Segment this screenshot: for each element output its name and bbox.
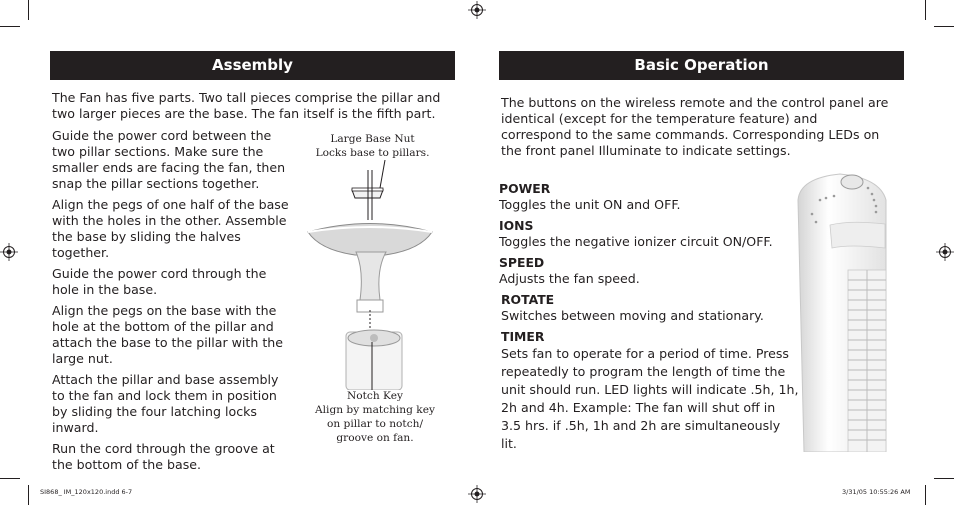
assembly-steps	[52, 128, 292, 478]
crop-mark	[0, 478, 20, 479]
crop-mark	[934, 26, 954, 27]
function-desc: Adjusts the fan speed.	[499, 271, 640, 286]
assembly-illustration	[300, 160, 450, 390]
crop-mark	[28, 0, 29, 20]
function-item	[499, 292, 799, 324]
crop-mark	[925, 0, 926, 20]
file-name: SI868_ IM_120x120.indd 6-7	[40, 488, 133, 496]
tower-fan-image	[790, 170, 890, 452]
function-item	[499, 181, 799, 213]
function-name: SPEED	[499, 255, 545, 270]
operation-intro: The buttons on the wireless remote and the control panel are identical (except for the temperature feature) and correspond to the same commands. Corresponding LEDs on the front panel Illuminate to indicate settings.	[501, 95, 889, 158]
registration-mark-icon	[468, 1, 486, 19]
function-list	[499, 181, 799, 453]
function-desc: Toggles the unit ON and OFF.	[499, 197, 681, 212]
crop-mark	[28, 485, 29, 505]
registration-mark-icon	[0, 243, 18, 261]
assembly-step: Attach the pillar and base assembly to the fan and lock them in position by sliding the four latching locks inward.	[52, 372, 279, 435]
function-name: POWER	[499, 181, 551, 196]
assembly-step: Guide the power cord through the hole in the base.	[52, 266, 267, 297]
caption-line: on pillar to notch/	[326, 418, 424, 430]
caption-line: Locks base to pillars.	[315, 147, 430, 159]
crop-mark	[0, 26, 20, 27]
caption-line: groove on fan.	[336, 432, 414, 444]
registration-mark-icon	[936, 243, 954, 261]
assembly-heading: Assembly	[50, 51, 455, 80]
caption-line: Align by matching key	[315, 404, 435, 416]
function-item	[499, 218, 799, 250]
assembly-step: Align the pegs of one half of the base with the holes in the other. Assemble the base by sliding the halves together.	[52, 197, 289, 260]
caption-line: Notch Key	[347, 390, 403, 402]
base-nut-caption	[305, 132, 440, 160]
assembly-step: Run the cord through the groove at the bottom of the base.	[52, 441, 275, 472]
function-item	[499, 329, 799, 453]
function-desc: Sets fan to operate for a period of time. Press repeatedly to program the length of time the unit should run. LED lights will indicate .5h, 1h, 2h and 4h. Example: The fan will shut off in 3.5 hrs. if .5h, 1h and 2h are simultaneously lit.	[501, 346, 799, 451]
function-desc: Toggles the negative ionizer circuit ON/OFF.	[499, 234, 773, 249]
notch-key-caption	[305, 389, 445, 445]
crop-mark	[925, 485, 926, 505]
print-date: 3/31/05 10:55:26 AM	[842, 488, 911, 496]
assembly-step: Align the pegs on the base with the hole at the bottom of the pillar and attach the base to the pillar with the large nut.	[52, 303, 284, 366]
function-name: IONS	[499, 218, 534, 233]
function-desc: Switches between moving and stationary.	[501, 308, 764, 323]
assembly-step: Guide the power cord between the two pillar sections. Make sure the smaller ends are facing the fan, then snap the pillar sections together.	[52, 128, 286, 191]
basic-operation-heading: Basic Operation	[499, 51, 904, 80]
registration-mark-icon	[468, 485, 486, 503]
function-name: TIMER	[501, 329, 545, 344]
caption-line: Large Base Nut	[330, 133, 415, 145]
crop-mark	[934, 478, 954, 479]
function-item	[499, 255, 799, 287]
assembly-intro: The Fan has five parts. Two tall pieces comprise the pillar and two larger pieces are the base. The fan itself is the fifth part.	[52, 90, 441, 121]
function-name: ROTATE	[501, 292, 555, 307]
